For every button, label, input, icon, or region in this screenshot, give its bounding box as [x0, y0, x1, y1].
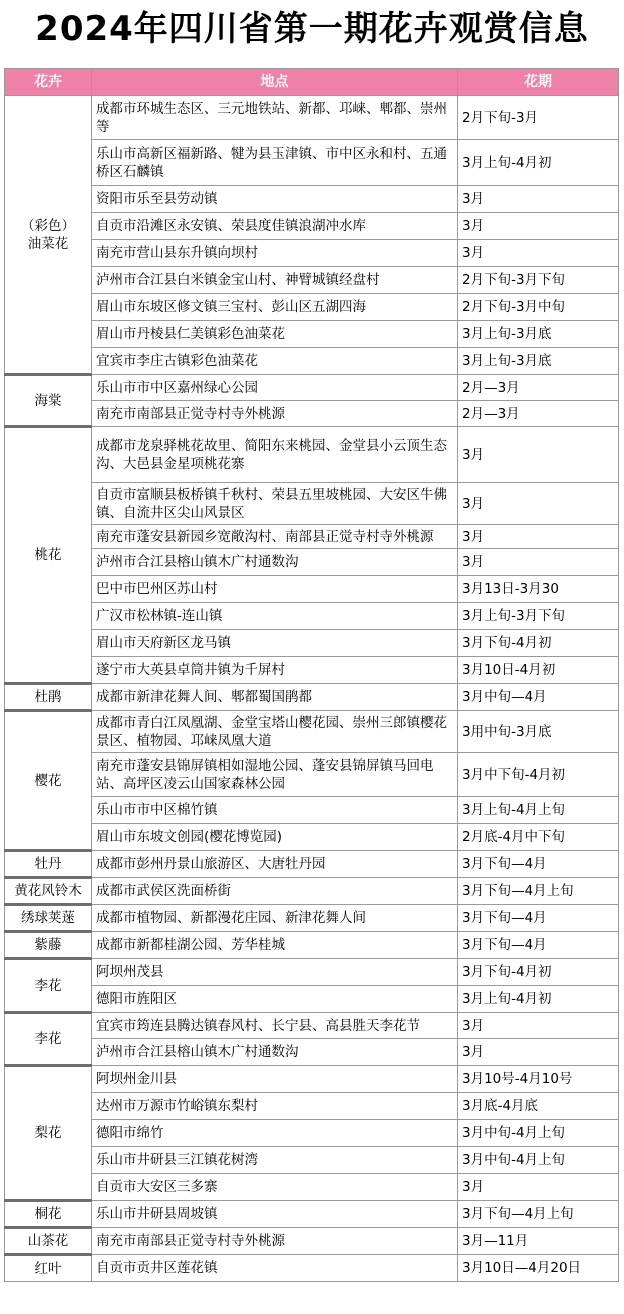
location-cell: 成都市新都桂湖公园、芳华桂城 — [92, 932, 458, 959]
table-row — [5, 986, 619, 1013]
table-row — [5, 1174, 619, 1201]
bloom-period-cell: 3月中旬-4月上旬 — [458, 1120, 619, 1147]
flower-name-cell: 桃花 — [5, 427, 92, 684]
location-cell: 乐山市高新区福新路、犍为县玉津镇、市中区永和村、五通桥区石麟镇 — [92, 140, 458, 186]
table-row — [5, 1255, 619, 1282]
bloom-period-cell: 2月下旬-3月中旬 — [458, 294, 619, 321]
location-cell: 自贡市富顺县板桥镇千秋村、荣县五里坡桃园、大安区牛佛镇、自流井区尖山风景区 — [92, 483, 458, 525]
bloom-period-cell: 3月 — [458, 427, 619, 483]
header-period: 花期 — [458, 69, 619, 96]
table-row — [5, 1093, 619, 1120]
bloom-period-cell: 3月上旬-3月下旬 — [458, 603, 619, 630]
location-cell: 宜宾市李庄古镇彩色油菜花 — [92, 348, 458, 375]
flower-name-cell: 黄花风铃木 — [5, 878, 92, 905]
table-row — [5, 797, 619, 824]
flower-name-cell: 李花 — [5, 1013, 92, 1066]
location-cell: 达州市万源市竹峪镇东梨村 — [92, 1093, 458, 1120]
table-row — [5, 576, 619, 603]
bloom-period-cell: 3月中旬—4月 — [458, 684, 619, 711]
table-row — [5, 213, 619, 240]
location-cell: 巴中市巴州区苏山村 — [92, 576, 458, 603]
table-row — [5, 1039, 619, 1066]
header-place: 地点 — [92, 69, 458, 96]
bloom-period-cell: 3月下旬—4月 — [458, 905, 619, 932]
bloom-period-cell: 3月中下旬-4月初 — [458, 753, 619, 797]
bloom-period-cell: 3月10日-4月初 — [458, 657, 619, 684]
location-cell: 广汉市松林镇-连山镇 — [92, 603, 458, 630]
flower-name-cell: 李花 — [5, 959, 92, 1013]
location-cell: 成都市龙泉驿桃花故里、简阳东来桃园、金堂县小云顶生态沟、大邑县金星项桃花寨 — [92, 427, 458, 483]
location-cell: 成都市彭州丹景山旅游区、大唐牡丹园 — [92, 851, 458, 878]
bloom-period-cell: 3月 — [458, 186, 619, 213]
table-row — [5, 878, 619, 905]
location-cell: 泸州市合江县榕山镇木广村通数沟 — [92, 1039, 458, 1066]
table-row — [5, 851, 619, 878]
table-row — [5, 375, 619, 401]
bloom-period-cell: 2月底-4月中下旬 — [458, 824, 619, 851]
location-cell: 乐山市市中区棉竹镇 — [92, 797, 458, 824]
bloom-period-cell: 3月上旬-4月上旬 — [458, 797, 619, 824]
location-cell: 南充市蓬安县新园乡宽敞沟村、南部县正觉寺村寺外桃源 — [92, 525, 458, 549]
bloom-period-cell: 3月下旬-4月初 — [458, 959, 619, 986]
flower-name-cell: 樱花 — [5, 711, 92, 851]
location-cell: 遂宁市大英县卓筒井镇为千屏村 — [92, 657, 458, 684]
flower-name-cell: 山茶花 — [5, 1228, 92, 1255]
flower-name-cell: 绣球荚蒾 — [5, 905, 92, 932]
table-row — [5, 348, 619, 375]
table-row — [5, 267, 619, 294]
table-row — [5, 240, 619, 267]
bloom-period-cell: 3月13日-3月30 — [458, 576, 619, 603]
table-row — [5, 905, 619, 932]
table-row — [5, 959, 619, 986]
table-row — [5, 96, 619, 140]
bloom-period-cell: 3月 — [458, 240, 619, 267]
bloom-period-cell: 3月下旬—4月 — [458, 851, 619, 878]
bloom-period-cell: 3月 — [458, 1013, 619, 1039]
bloom-period-cell: 3月上旬-3月底 — [458, 348, 619, 375]
table-row — [5, 932, 619, 959]
location-cell: 泸州市合江县白米镇金宝山村、神臂城镇经盘村 — [92, 267, 458, 294]
table-row — [5, 294, 619, 321]
table-row — [5, 1013, 619, 1039]
flower-name-cell: 海棠 — [5, 375, 92, 427]
flower-name-cell: 桐花 — [5, 1201, 92, 1228]
bloom-period-cell: 3月 — [458, 1174, 619, 1201]
bloom-period-cell: 3月上旬-4月初 — [458, 986, 619, 1013]
location-cell: 泸州市合江县榕山镇木广村通数沟 — [92, 549, 458, 576]
location-cell: 成都市植物园、新都漫花庄园、新津花舞人间 — [92, 905, 458, 932]
table-row — [5, 1228, 619, 1255]
table-row — [5, 603, 619, 630]
location-cell: 成都市新津花舞人间、郫都蜀国鹃都 — [92, 684, 458, 711]
table-row — [5, 186, 619, 213]
table-row — [5, 321, 619, 348]
table-row — [5, 753, 619, 797]
table-row — [5, 1147, 619, 1174]
table-row — [5, 401, 619, 427]
flower-name-cell: 梨花 — [5, 1066, 92, 1201]
table-row — [5, 1201, 619, 1228]
header-flower: 花卉 — [5, 69, 92, 96]
table-row — [5, 711, 619, 753]
bloom-period-cell: 3月中旬-4月上旬 — [458, 1147, 619, 1174]
bloom-period-cell: 2月下旬-3月 — [458, 96, 619, 140]
bloom-period-cell: 3月 — [458, 483, 619, 525]
location-cell: 成都市武侯区洗面桥街 — [92, 878, 458, 905]
bloom-period-cell: 3月 — [458, 1039, 619, 1066]
bloom-period-cell: 2月下旬-3月下旬 — [458, 267, 619, 294]
location-cell: 资阳市乐至县劳动镇 — [92, 186, 458, 213]
bloom-period-cell: 3用中旬-3月底 — [458, 711, 619, 753]
location-cell: 乐山市井研县三江镇花树湾 — [92, 1147, 458, 1174]
location-cell: 阿坝州金川县 — [92, 1066, 458, 1093]
table-row — [5, 824, 619, 851]
table-row — [5, 525, 619, 549]
bloom-period-cell: 3月下旬-4月初 — [458, 630, 619, 657]
location-cell: 德阳市绵竹 — [92, 1120, 458, 1147]
bloom-period-cell: 3月10号-4月10号 — [458, 1066, 619, 1093]
location-cell: 自贡市贡井区莲花镇 — [92, 1255, 458, 1282]
bloom-period-cell: 3月下旬—4月上旬 — [458, 1201, 619, 1228]
location-cell: 乐山市井研县周坡镇 — [92, 1201, 458, 1228]
bloom-period-cell: 3月 — [458, 525, 619, 549]
bloom-period-cell: 3月底-4月底 — [458, 1093, 619, 1120]
table-row — [5, 427, 619, 483]
bloom-period-cell: 3月上旬-4月初 — [458, 140, 619, 186]
bloom-period-cell: 3月下旬—4月上旬 — [458, 878, 619, 905]
location-cell: 南充市营山县东升镇向坝村 — [92, 240, 458, 267]
table-row — [5, 483, 619, 525]
bloom-period-cell: 3月上旬-3月底 — [458, 321, 619, 348]
location-cell: 自贡市大安区三多寨 — [92, 1174, 458, 1201]
table-row — [5, 1120, 619, 1147]
location-cell: 自贡市沿滩区永安镇、荣县度佳镇浪湖冲水库 — [92, 213, 458, 240]
flower-name-cell: 牡丹 — [5, 851, 92, 878]
bloom-period-cell: 3月下旬—4月 — [458, 932, 619, 959]
flower-name-cell: （彩色） 油菜花 — [5, 96, 92, 375]
bloom-period-cell: 3月10日—4月20日 — [458, 1255, 619, 1282]
location-cell: 德阳市旌阳区 — [92, 986, 458, 1013]
location-cell: 眉山市东坡文创园(樱花博览园) — [92, 824, 458, 851]
location-cell: 眉山市天府新区龙马镇 — [92, 630, 458, 657]
flower-name-cell: 杜鹃 — [5, 684, 92, 711]
bloom-period-cell: 3月—11月 — [458, 1228, 619, 1255]
location-cell: 成都市环城生态区、三元地铁站、新都、邛崃、郫都、崇州等 — [92, 96, 458, 140]
location-cell: 眉山市东坡区修文镇三宝村、彭山区五湖四海 — [92, 294, 458, 321]
table-body — [5, 96, 619, 1282]
table-row — [5, 657, 619, 684]
table-row — [5, 630, 619, 657]
bloom-period-cell: 3月 — [458, 213, 619, 240]
location-cell: 宜宾市筠连县腾达镇春风村、长宁县、高县胜天李花节 — [92, 1013, 458, 1039]
location-cell: 南充市南部县正觉寺村寺外桃源 — [92, 1228, 458, 1255]
flower-name-cell: 红叶 — [5, 1255, 92, 1282]
location-cell: 乐山市市中区嘉州绿心公园 — [92, 375, 458, 401]
bloom-period-cell: 2月—3月 — [458, 375, 619, 401]
page-title: 2024年四川省第一期花卉观赏信息 — [35, 9, 589, 49]
table-row — [5, 140, 619, 186]
table-header-row — [5, 69, 619, 96]
bloom-period-cell: 2月—3月 — [458, 401, 619, 427]
table-row — [5, 684, 619, 711]
flower-name-cell: 紫藤 — [5, 932, 92, 959]
location-cell: 阿坝州茂县 — [92, 959, 458, 986]
location-cell: 成都市青白江凤凰湖、金堂宝塔山樱花园、崇州三郎镇樱花景区、植物园、邛崃凤凰大道 — [92, 711, 458, 753]
location-cell: 南充市蓬安县锦屏镇相如湿地公园、蓬安县锦屏镇马回电站、高坪区凌云山国家森林公园 — [92, 753, 458, 797]
flower-schedule-table — [4, 68, 619, 1282]
location-cell: 眉山市丹棱县仁美镇彩色油菜花 — [92, 321, 458, 348]
location-cell: 南充市南部县正觉寺村寺外桃源 — [92, 401, 458, 427]
table-row — [5, 549, 619, 576]
bloom-period-cell: 3月 — [458, 549, 619, 576]
table-row — [5, 1066, 619, 1093]
